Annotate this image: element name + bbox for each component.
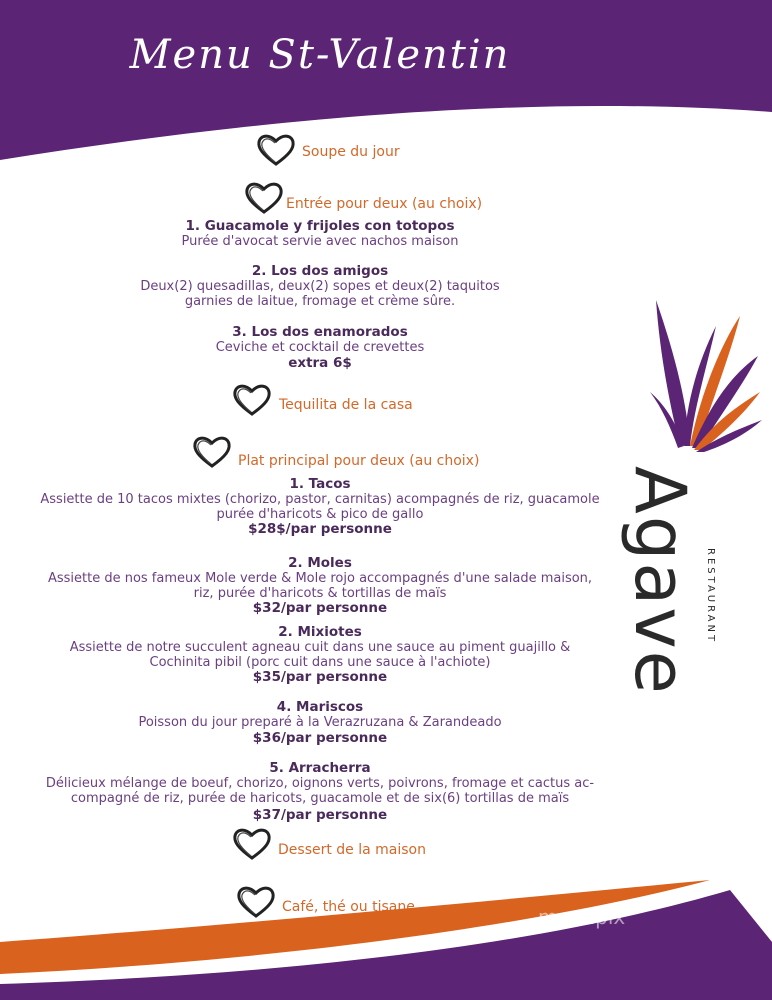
plat-2-name: 2. Moles [288,555,352,571]
plat-3-desc: Cochinita pibil (porc cuit dans une sauce à l'achiote) [149,655,491,670]
plat-1-desc: Assiette de 10 tacos mixtes (chorizo, pastor, carnitas) acompagnés de riz, guacamole [40,492,600,507]
heart-icon [232,382,272,418]
section-plat: Plat principal pour deux (au choix) [238,453,480,469]
plat-5-price: $37/par personne [252,807,388,823]
section-soupe: Soupe du jour [302,144,400,160]
plat-5-desc: Délicieux mélange de boeuf, chorizo, oignons verts, poivrons, fromage et cactus ac- [45,776,595,791]
entree-2-desc: Deux(2) quesadillas, deux(2) sopes et deux(2) taquitos [140,279,500,294]
entree-3-extra: extra 6$ [288,355,352,371]
plat-4-price: $36/par personne [252,730,388,746]
brand-name: Agave [619,466,701,696]
plat-4-name: 4. Mariscos [276,699,364,715]
section-tequila: Tequilita de la casa [279,397,413,413]
plat-2-price: $32/par personne [252,600,388,616]
plat-1-price: $28$/par personne [248,521,392,537]
plat-5-name: 5. Arracherra [269,760,371,776]
plat-5-desc: compagné de riz, purée de haricots, guacamole et de six(6) tortillas de maïs [70,791,570,806]
footer-swoosh [0,880,772,1000]
heart-icon [256,132,296,168]
plat-3-name: 2. Mixiotes [278,624,362,640]
heart-icon [232,826,272,862]
entree-2-desc: garnies de laitue, fromage et crème sûre. [184,294,456,309]
section-entree: Entrée pour deux (au choix) [286,196,483,212]
entree-1-desc: Purée d'avocat servie avec nachos maison [181,234,459,249]
plat-1-desc: purée d'haricots & pico de gallo [216,507,424,522]
plat-2-desc: riz, purée d'haricots & tortillas de maïs [193,586,447,601]
entree-2-name: 2. Los dos amigos [251,263,389,279]
section-dessert: Dessert de la maison [278,842,426,858]
plat-3-desc: Assiette de notre succulent agneau cuit dans une sauce au piment guajillo & [69,640,571,655]
plat-3-price: $35/par personne [252,669,388,685]
entree-1-name: 1. Guacamole y frijoles con totopos [185,218,455,234]
heart-icon [192,434,232,470]
agave-leaves-icon [650,296,762,454]
plat-2-desc: Assiette de nos fameux Mole verde & Mole rojo accompagnés d'une salade maison, [47,571,593,586]
entree-3-name: 3. Los dos enamorados [232,324,408,340]
plat-1-name: 1. Tacos [289,476,351,492]
entree-3-desc: Ceviche et cocktail de crevettes [215,340,425,355]
brand-subtitle: RESTAURANT [705,548,716,645]
watermark: menupix [538,905,626,929]
page-title: Menu St-Valentin [129,32,511,78]
heart-icon [244,180,284,216]
plat-4-desc: Poisson du jour preparé à la Verazruzana & Zarandeado [138,715,502,730]
section-cafe: Café, thé ou tisane [282,899,415,915]
